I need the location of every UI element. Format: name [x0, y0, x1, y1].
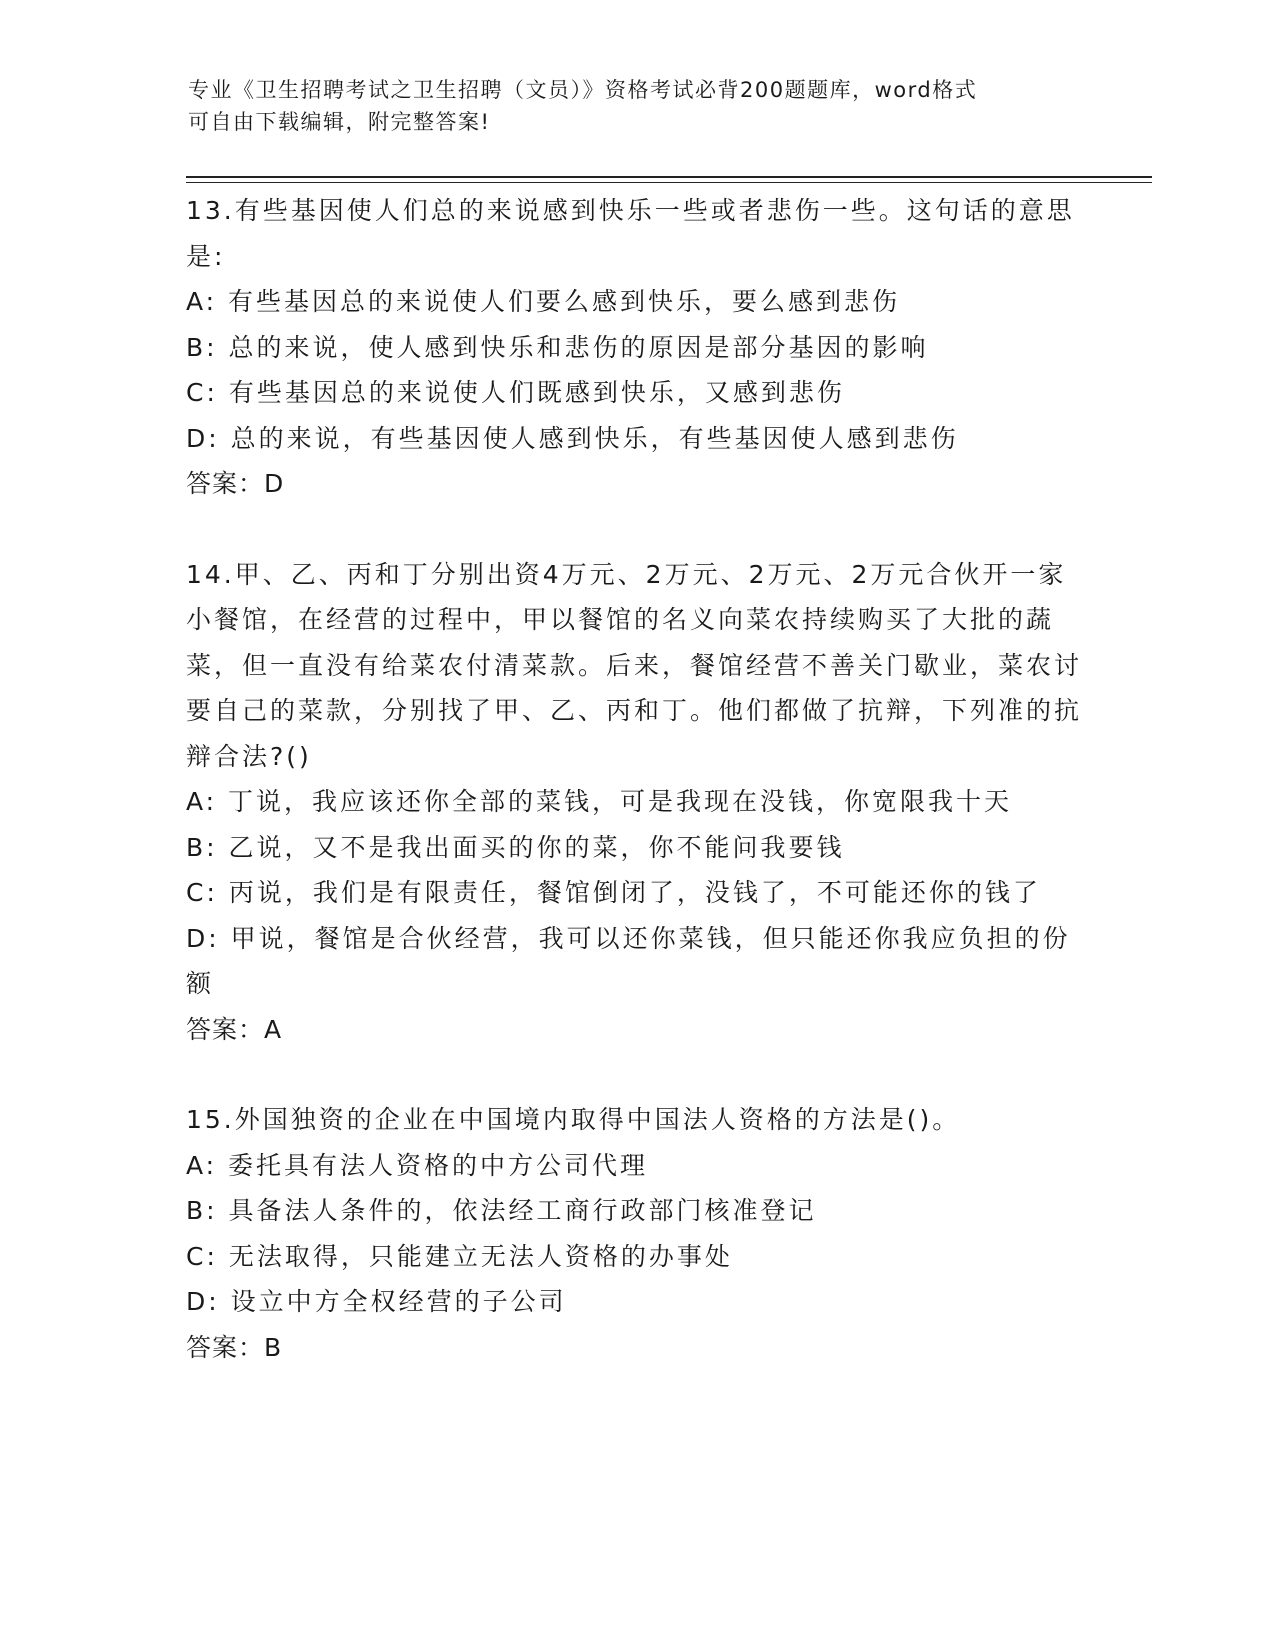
option-b: B: 具备法人条件的，依法经工商行政部门核准登记	[186, 1196, 817, 1225]
header-divider	[186, 176, 1152, 183]
header-title-line-2: 可自由下载编辑，附完整答案!	[188, 110, 491, 134]
option-d: D: 总的来说，有些基因使人感到快乐，有些基因使人感到悲伤	[186, 423, 959, 453]
option-c: C: 有些基因总的来说使人们既感到快乐，又感到悲伤	[186, 378, 845, 407]
question-stem: 15.外国独资的企业在中国境内取得中国法人资格的方法是()。	[186, 1105, 961, 1134]
option-a: A: 委托具有法人资格的中方公司代理	[186, 1150, 649, 1180]
answer-label: 答案：A	[186, 1014, 283, 1044]
option-a: A: 丁说，我应该还你全部的菜钱，可是我现在没钱，你宽限我十天	[186, 787, 1013, 816]
question-13	[186, 188, 1086, 507]
question-list	[186, 188, 1086, 1370]
option-c: C: 丙说，我们是有限责任，餐馆倒闭了，没钱了，不可能还你的钱了	[186, 878, 1041, 907]
option-d: D: 甲说，餐馆是合伙经营，我可以还你菜钱，但只能还你我应负担的份额	[186, 923, 1071, 998]
answer-label: 答案：D	[186, 469, 285, 498]
question-15	[186, 1097, 1086, 1370]
document-header	[188, 74, 1088, 138]
option-b: B: 乙说，又不是我出面买的你的菜，你不能问我要钱	[186, 832, 845, 862]
option-b: B: 总的来说，使人感到快乐和悲伤的原因是部分基因的影响	[186, 332, 929, 362]
answer-label: 答案：B	[186, 1332, 283, 1362]
question-14	[186, 552, 1086, 1053]
header-title-line-1: 专业《卫生招聘考试之卫生招聘（文员）》资格考试必背200题题库，word格式	[188, 78, 978, 102]
question-stem: 14.甲、乙、丙和丁分别出资4万元、2万元、2万元、2万元合伙开一家小餐馆，在经营的过程中，甲以餐馆的名义向菜农持续购买了大批的蔬菜，但一直没有给菜农付清菜款。后来，餐馆经营不善关门歇业，菜农讨要自己的菜款，分别找了甲、乙、丙和丁。他们都做了抗辩，下列准的抗辩合法?()	[186, 559, 1083, 771]
option-d: D: 设立中方全权经营的子公司	[186, 1287, 567, 1316]
question-stem: 13.有些基因使人们总的来说感到快乐一些或者悲伤一些。这句话的意思是:	[186, 196, 1075, 271]
option-c: C: 无法取得，只能建立无法人资格的办事处	[186, 1241, 733, 1271]
option-a: A: 有些基因总的来说使人们要么感到快乐，要么感到悲伤	[186, 287, 901, 316]
